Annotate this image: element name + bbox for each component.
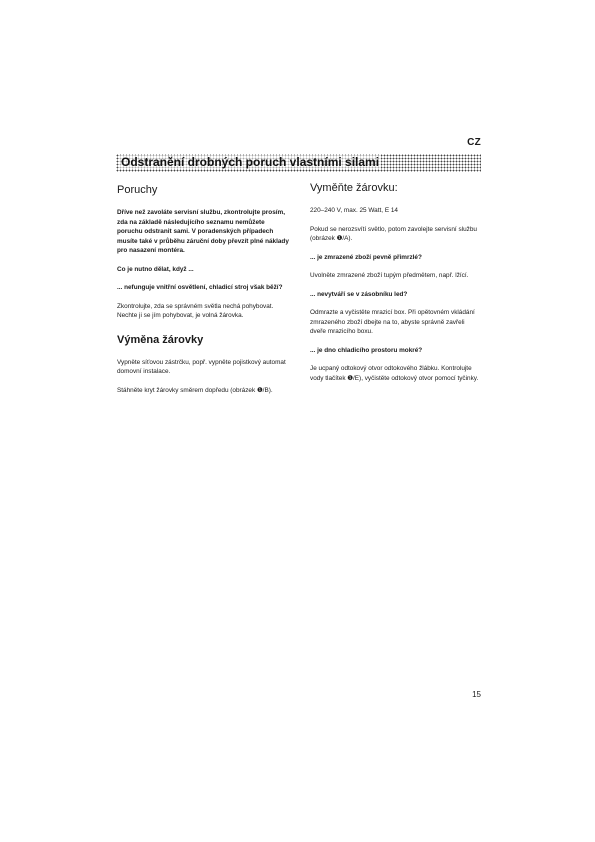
- left-column: [117, 184, 289, 404]
- language-code: CZ: [467, 137, 481, 148]
- question-ice: ... nevytváří se v zásobníku led?: [310, 290, 408, 298]
- answer-ice: Odmrazte a vyčistěte mrazicí box. Při opětovném vkládání zmrazeného zboží dbejte na to, abyste správně zavřeli dveře mrazicího boxu.: [310, 309, 475, 335]
- bulb-step-2: Stáhněte kryt žárovky směrem dopředu (obrázek ❶/B).: [117, 386, 273, 394]
- section-title: Odstranění drobných poruch vlastními silami: [121, 155, 380, 169]
- question-frozen: ... je zmrazené zboží pevně přimrzlé?: [310, 253, 422, 261]
- bulb-spec: 220–240 V, max. 25 Watt, E 14: [310, 207, 398, 214]
- question-wet: ... je dno chladicího prostoru mokré?: [310, 346, 423, 354]
- faults-heading: Poruchy: [117, 184, 158, 196]
- replace-heading: Vyměňte žárovku:: [310, 182, 398, 194]
- section-banner: [116, 154, 481, 172]
- page-number: 15: [472, 690, 481, 699]
- bulb-heading: Výměna žárovky: [117, 333, 204, 346]
- answer-cooling: Zkontrolujte, zda se správném světla nechá pohybovat. Nechte ji se jím pohybovat, je volná žárovka.: [117, 302, 274, 319]
- faults-intro: Dříve než zavoláte servisní službu, zkontrolujte prosím, zda na základě následujícího seznamu nemůžete poruchu odstranit sami. V poradenských případech musíte také v průběhu záruční doby převzít plné náklady pro nasazení montéra.: [117, 209, 289, 254]
- right-column: [310, 182, 482, 392]
- question-what-to-do: Co je nutno dělat, když ...: [117, 265, 194, 273]
- answer-frozen: Uvolněte zmrazené zboží tupým předmětem, např. lžící.: [310, 272, 469, 279]
- question-cooling: ... nefunguje vnitřní osvětlení, chladicí stroj však běží?: [117, 284, 283, 291]
- bulb-step-1: Vypněte síťovou zástrčku, popř. vypněte pojistkový automat domovní instalace.: [117, 358, 286, 375]
- answer-wet: Je ucpaný odtokový otvor odtokového žlábku. Kontrolujte vody tlačítek ❶/E), vyčistěte odtokový otvor pomocí tyčinky.: [310, 365, 479, 382]
- after-replace-text: Pokud se nerozsvítí světlo, potom zavolejte servisní službu (obrázek ❶/A).: [310, 225, 477, 242]
